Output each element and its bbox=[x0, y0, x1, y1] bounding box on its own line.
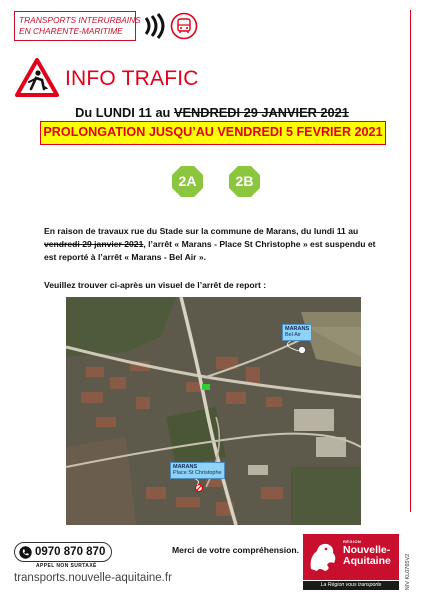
region-lion-icon bbox=[307, 539, 339, 575]
aerial-map bbox=[66, 297, 361, 525]
para-struck-date: vendredi 29 janvier 2021 bbox=[44, 239, 144, 249]
para-text: est reporté à l’arrêt « Marans - Bel Air ». bbox=[44, 252, 207, 262]
page-title: INFO TRAFIC bbox=[65, 67, 199, 90]
document-code-text: NIV KL0765V2 bbox=[405, 553, 411, 591]
line-badge-label: 2B bbox=[235, 173, 254, 189]
line-badge-2a bbox=[172, 166, 203, 197]
date-prefix: Du LUNDI 11 au bbox=[75, 105, 174, 120]
region-name-line1: Nouvelle- bbox=[343, 544, 391, 556]
region-tagline: La Région vous transporte bbox=[303, 581, 399, 590]
phone-note: APPEL NON SURTAXÉ bbox=[36, 563, 97, 569]
stop-new-name: MARANS bbox=[285, 326, 310, 332]
stop-label-place-st-christophe bbox=[170, 462, 225, 479]
prolongation-banner: PROLONGATION JUSQU’AU VENDREDI 5 FEVRIER 2021 bbox=[40, 121, 386, 145]
para-text: , l’arrêt « Marans - Place St Christophe » est suspendu et bbox=[143, 239, 376, 249]
notice-paragraph bbox=[44, 225, 384, 264]
region-name-line2: Aquitaine bbox=[343, 555, 391, 567]
para-text: En raison de travaux rue du Stade sur la commune de Marans, du lundi 11 au bbox=[44, 226, 359, 236]
region-logo bbox=[303, 534, 399, 580]
stop-label-bel-air bbox=[282, 324, 312, 341]
brand-line-1: TRANSPORTS INTERURBAINS bbox=[19, 15, 141, 25]
signal-waves-icon bbox=[143, 13, 167, 39]
stop-old-sub: Place St Christophe bbox=[173, 470, 222, 477]
region-small-label: RÉGION bbox=[343, 539, 362, 544]
stop-new-sub: Bel Air bbox=[285, 332, 301, 339]
visual-intro: Veuillez trouver ci-après un visuel de l’arrêt de report : bbox=[44, 280, 267, 290]
date-struck: VENDREDI 29 JANVIER 2021 bbox=[173, 105, 349, 120]
phone-icon bbox=[19, 546, 32, 559]
brand-box bbox=[14, 11, 141, 41]
stop-old-name: MARANS bbox=[173, 464, 198, 470]
roadwork-warning-icon bbox=[15, 58, 59, 97]
document-code bbox=[403, 548, 413, 596]
phone-number-box[interactable] bbox=[14, 542, 112, 562]
phone-number: 0970 870 870 bbox=[35, 546, 106, 558]
line-badge-2b bbox=[229, 166, 260, 197]
thanks-message: Merci de votre compréhension. bbox=[172, 545, 300, 555]
page-border-rule bbox=[410, 10, 411, 512]
website-link[interactable]: transports.nouvelle-aquitaine.fr bbox=[14, 572, 172, 584]
date-range bbox=[0, 105, 424, 120]
bus-icon bbox=[170, 12, 198, 40]
brand-line-2: EN CHARENTE-MARITIME bbox=[19, 25, 123, 36]
line-badge-label: 2A bbox=[178, 173, 197, 189]
